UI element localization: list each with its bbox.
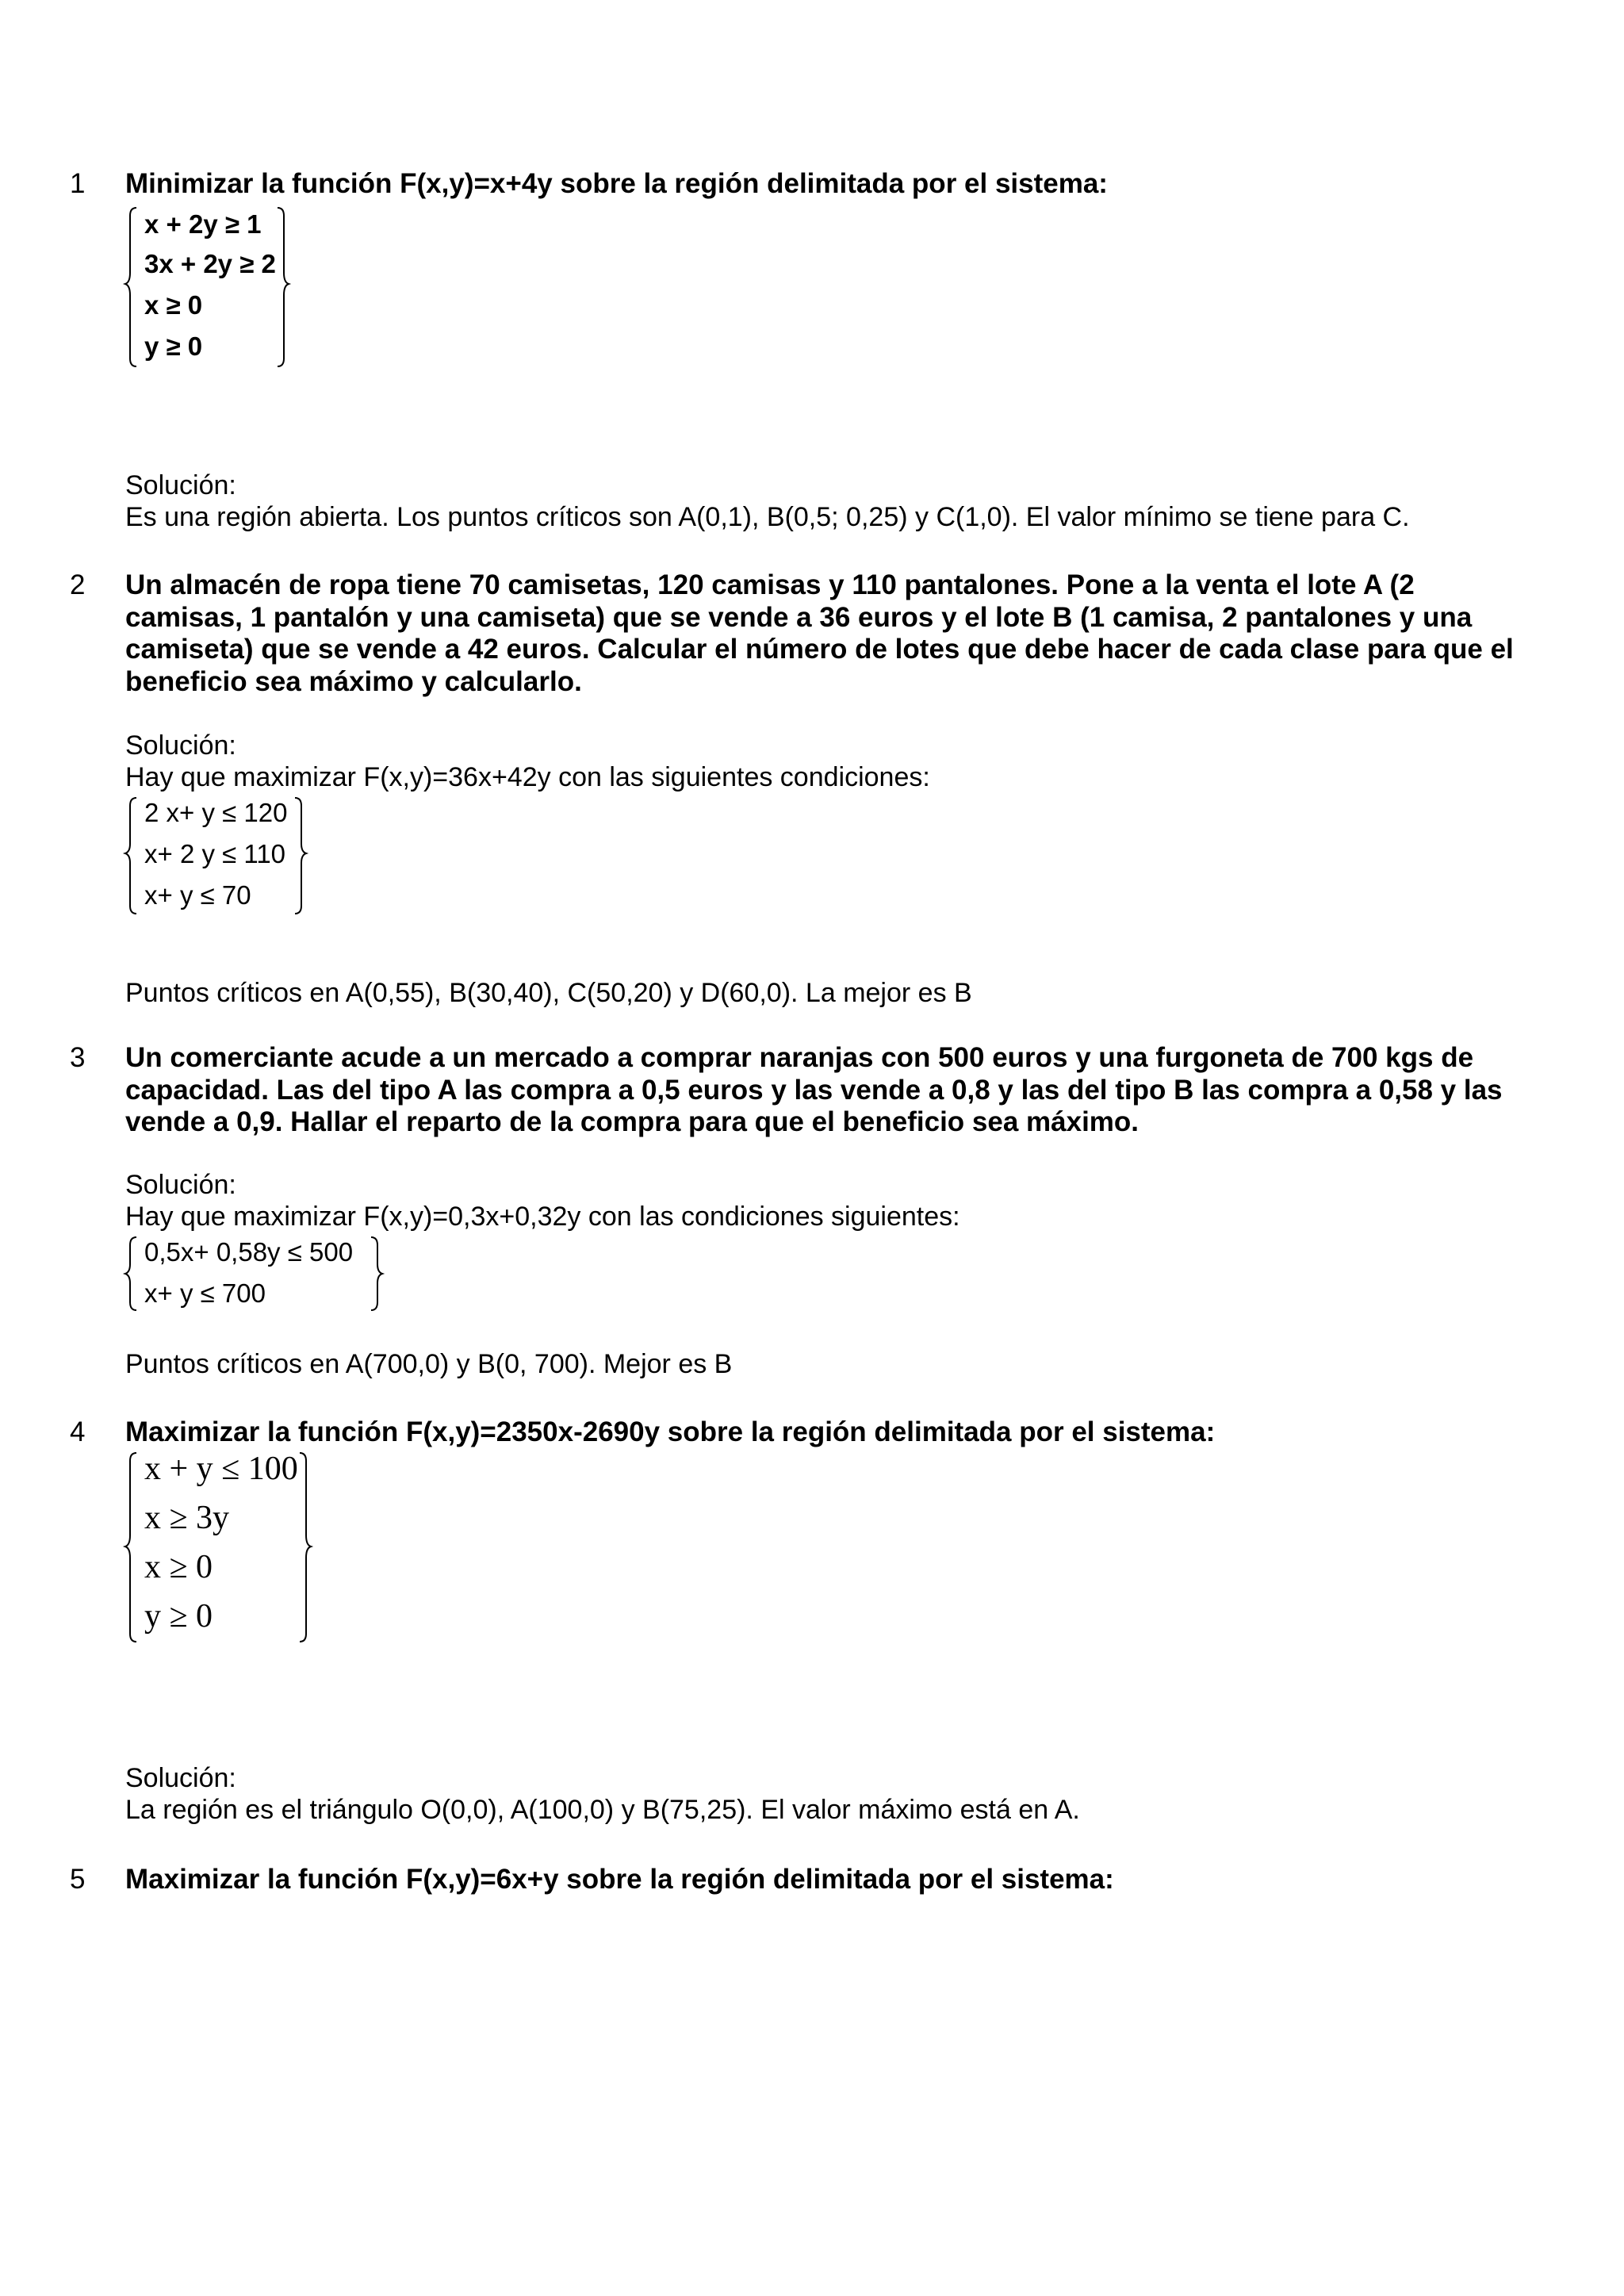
problem-number: 2 [70, 569, 86, 600]
inequality-line: y ≥ 0 [144, 1598, 213, 1635]
inequality-system [127, 1448, 317, 1646]
solution-text: Puntos críticos en A(0,55), B(30,40), C(50,20) y D(60,0). La mejor es B [125, 978, 972, 1008]
solution-heading: Solución: [125, 1170, 236, 1200]
solution-text: La región es el triángulo O(0,0), A(100,0) y B(75,25). El valor máximo está en A. [125, 1795, 1080, 1825]
inequality-line: 2 x+ y ≤ 120 [144, 798, 288, 827]
inequality-line: x ≥ 0 [144, 1549, 213, 1585]
problem-statement: Un almacén de ropa tiene 70 camisetas, 120 camisas y 110 pantalones. Pone a la venta el lote A (2 camisas, 1 pantalón y una camiseta) que se vende a 36 euros y el lote B (1 camisa, 2 pantalones y una camiseta) que se vende a 42 euros. Calcular el número de lotes que debe hacer de cada clase para que el beneficio sea máximo y calcularlo. [125, 569, 1514, 697]
solution-text: Hay que maximizar F(x,y)=0,3x+0,32y con las condiciones siguientes: [125, 1202, 960, 1232]
problem-statement: Minimizar la función F(x,y)=x+4y sobre la región delimitada por el sistema: [125, 168, 1108, 199]
inequality-line: x+ y ≤ 700 [144, 1278, 266, 1308]
inequality-line: x+ y ≤ 70 [144, 880, 251, 910]
solution-text: Es una región abierta. Los puntos críticos son A(0,1), B(0,5; 0,25) y C(1,0). El valor mínimo se tiene para C. [125, 502, 1410, 532]
solution-text: Puntos críticos en A(700,0) y B(0, 700). Mejor es B [125, 1349, 733, 1379]
solution-heading: Solución: [125, 470, 236, 500]
inequality-system [127, 1232, 389, 1318]
inequality-line: x + 2y ≥ 1 [144, 209, 262, 239]
inequality-line: y ≥ 0 [144, 332, 203, 361]
solution-text: Hay que maximizar F(x,y)=36x+42y con las siguientes condiciones: [125, 762, 930, 792]
problem-number: 4 [70, 1416, 86, 1447]
inequality-system [127, 203, 293, 371]
problem-number: 5 [70, 1864, 86, 1895]
inequality-line: x ≥ 0 [144, 290, 203, 320]
solution-heading: Solución: [125, 1763, 236, 1793]
inequality-system [127, 793, 309, 920]
inequality-line: x+ 2 y ≤ 110 [144, 839, 286, 868]
problem-number: 1 [70, 168, 86, 199]
inequality-line: 0,5x+ 0,58y ≤ 500 [144, 1237, 354, 1267]
inequality-line: x ≥ 3y [144, 1500, 230, 1536]
solution-heading: Solución: [125, 730, 236, 761]
problem-number: 3 [70, 1042, 86, 1073]
inequality-line: x + y ≤ 100 [144, 1451, 298, 1487]
problem-statement: Maximizar la función F(x,y)=6x+y sobre la región delimitada por el sistema: [125, 1864, 1114, 1895]
inequality-line: 3x + 2y ≥ 2 [144, 249, 276, 278]
problem-statement: Maximizar la función F(x,y)=2350x-2690y sobre la región delimitada por el sistema: [125, 1416, 1216, 1447]
problem-statement: Un comerciante acude a un mercado a comprar naranjas con 500 euros y una furgoneta de 700 kgs de capacidad. Las del tipo A las compra a 0,5 euros y las vende a 0,8 y las del tipo B las compra a 0,58 y las vende a 0,9. Hallar el reparto de la compra para que el beneficio sea máximo. [125, 1042, 1503, 1137]
